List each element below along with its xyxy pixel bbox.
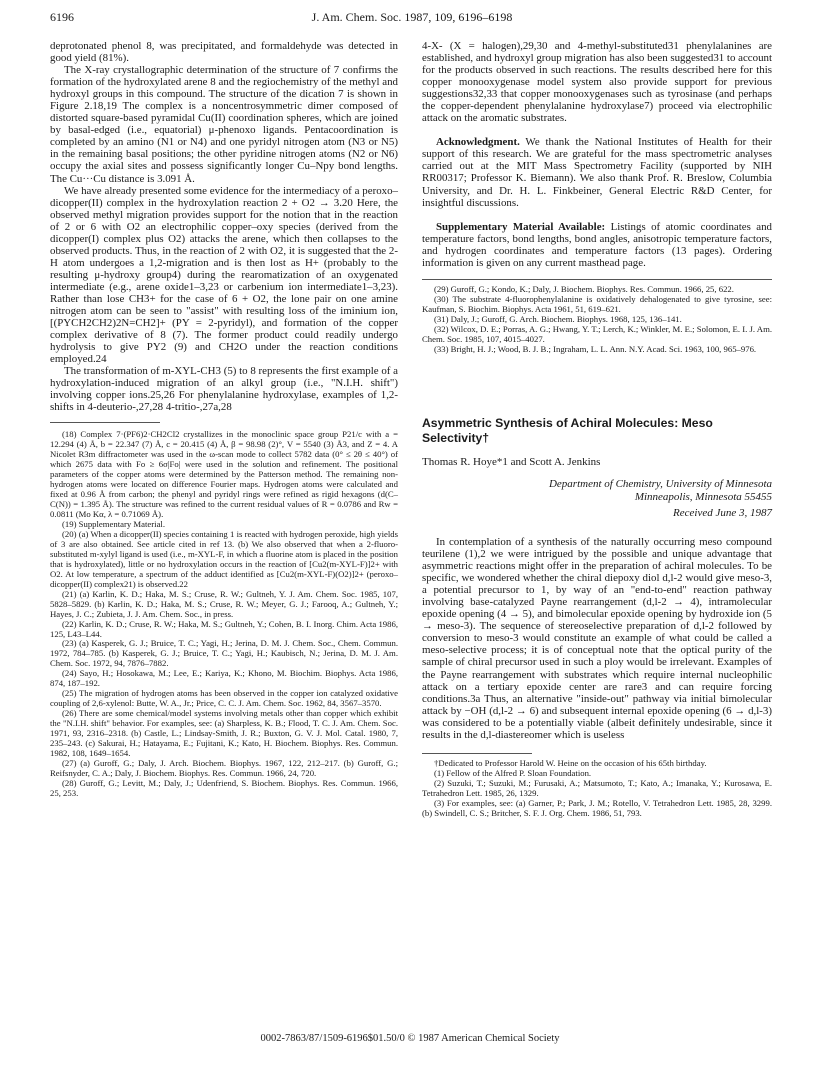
footnote-dedication: †Dedicated to Professor Harold W. Heine on the occasion of his 65th birthday. (434, 757, 707, 768)
footnote-33: (33) Bright, H. J.; Wood, B. J. B.; Ingraham, L. L. Ann. N.Y. Acad. Sci. 1963, 100, 965–976. (434, 343, 757, 354)
affiliation-block (422, 478, 772, 521)
footnote-32: (32) Wilcox, D. E.; Porras, A. G.; Hwang, Y. T.; Lerch, K.; Winkler, M. E.; Solomon, E. I. J. Am. Chem. Soc. 1985, 107, 4015–4027. (422, 323, 772, 344)
footnote-3: (3) For examples, see: (a) Garner, P.; Park, J. M.; Rotello, V. Tetrahedron Lett. 1985, 28, 3299. (b) Swindell, C. S.; Britcher, S. F. J. Org. Chem. 1986, 51, 793. (422, 797, 772, 818)
footnote-23: (23) (a) Kasperek, G. J.; Bruice, T. C.; Yagi, H.; Jerina, D. M. J. Chem. Soc., Chem. Commun. 1972, 784–785. (b) Kasperek, G. J.; Bruice, T. C.; Yagi, H.; Kaubisch, N.; Jerina, D. M. J. Am. Chem. Soc. 1972, 94, 7876–7882. (50, 638, 398, 669)
article-authors: Thomas R. Hoye*1 and Scott A. Jenkins (422, 456, 601, 469)
left-paragraph-1: deprotonated phenol 8, was precipitated, and formaldehyde was detected in good yield (81%). (50, 40, 398, 65)
article-body: In contemplation of a synthesis of the naturally occurring meso compound teurilene (1),2 we were intrigued by the possible and unique advantage that asymmetric reactions might offer in the preparation of achiral molecules. To be specific, we wondered whether the chiral diepoxy diol d,l-2 would give meso-3, a potential precursor to 1, by way of an "end-to-end" reaction pathway involving base-catalyzed Payne rearrangement (d,l-2 → 4), intramolecular epoxide opening (4 → 5), and bimolecular epoxide opening by hydroxide ion (5 → meso-3). The sequence of stereoselective preparation of d,l-2 followed by conversion to meso-3 would constitute an example of what could be called a meso-selective process; it is of conceptual note that the optical purity of the sample of chiral precursor used in such a ploy would be irrelevant. Examples of the Payne rearrangement with substrates which require internal nucleophilic attack on a tertiary epoxide center are rare3 and can require forcing conditions.3a Thus, an alternative "inside-out" pathway via initial bimolecular attack by −OH (d,l-2 → 6) and subsequent internal epoxide opening (6 → d,l-3) was considered to be a potentially viable (albeit definitely undesirable, since it results in the d,l-diastereomer which is useless (422, 536, 772, 741)
article-spacer (422, 354, 772, 416)
affiliation-department: Department of Chemistry, University of Minnesota (548, 477, 772, 490)
left-footnotes (50, 430, 398, 798)
footnote-24: (24) Sayo, H.; Hosokawa, M.; Lee, E.; Kariya, K.; Khono, M. Biochim. Biophys. Acta 1986, 874, 187–192. (50, 668, 398, 689)
acknowledgment (422, 136, 772, 208)
footnote-19: (19) Supplementary Material. (62, 519, 166, 530)
footnote-31: (31) Daly, J.; Guroff, G. Arch. Biochem. Biophys. 1968, 125, 136–141. (434, 313, 682, 324)
footnote-20: (20) (a) When a dicopper(II) species containing 1 is reacted with hydrogen peroxide, high yields of 3 are also obtained. See article cited in ref 13. (b) We also observed that when a 2-fluoro-substituted m-xylyl ligand is used (i.e., m-XYL-F, in which a fluorine atom is placed in the position that is hydroxylated), little or no hydroxylation occurs in the reaction of [Cu2(m-XYL-F)]2+ with O2. At low temperature, a spectrum of the adduct identified as [Cu2(m-XYL-F)(O2)]2+ (peroxo–dicopper(II) complex21) is observed.22 (50, 528, 398, 589)
footnote-26: (26) There are some chemical/model systems involving metals other than copper which exhibit the "N.I.H. shift" behavior. For examples, see: (a) Sharpless, K. B.; Flood, T. C. J. Am. Chem. Soc. 1971, 93, 2316–2318. (b) Castle, L.; Lindsay-Smith, J. R.; Buxton, G. V. J. Mol. Catal. 1980, 7, 235–243. (c) Sakurai, H.; Hatayama, E.; Fujitani, K.; Kato, H. Biochem. Biophys. Res. Commun. 1982, 108, 1649–1654. (50, 708, 398, 758)
footnote-2: (2) Suzuki, T.; Suzuki, M.; Furusaki, A.; Matsumoto, T.; Kato, A.; Imanaka, Y.; Kurosawa, E. Tetrahedron Lett. 1985, 26, 1329. (422, 777, 772, 798)
left-paragraph-2: The X-ray crystallographic determination of the structure of 7 confirms the formation of the hydroxylated arene 8 and the regiochemistry of the methyl and hydroxyl groups in this compound. The structure of the dication 7 is shown in Figure 2.18,19 The complex is a noncentrosymmetric dimer composed of distorted square-based pyramidal Cu(II) coordination spheres, which are joined by basal-edged (i.e., equatorial) μ-phenoxo ligands. Pentacoordination is completed by an amino (N1 or N4) and one pyridyl nitrogen atom (N3 or N5) in the remaining basal positions; the other pyridine nitrogen atoms (N2 or N6) occupy the axial sites and possess significantly longer Cu–Npy bond lengths. The Cu···Cu distance is 3.091 Å. (50, 64, 398, 185)
footnote-divider-article (422, 753, 532, 754)
right-footnotes (422, 285, 772, 355)
footnote-30: (30) The substrate 4-fluorophenylalanine is oxidatively dehalogenated to give tyrosine, see: Kaufman, S. Biochim. Biophys. Acta 1961, 51, 619–621. (422, 293, 772, 314)
journal-citation: J. Am. Chem. Soc. 1987, 109, 6196–6198 (311, 10, 513, 24)
acknowledgment-label: Acknowledgment. (436, 136, 520, 149)
footnote-25: (25) The migration of hydrogen atoms has been observed in the copper ion catalyzed oxidative coupling of 2,6-xylenol: Butte, W. A., Jr.; Price, C. C. J. Am. Chem. Soc. 1962, 84, 3567–3570. (50, 688, 398, 709)
running-header (50, 10, 774, 26)
footnote-29: (29) Guroff, G.; Kondo, K.; Daly, J. Biochem. Biophys. Res. Commun. 1966, 25, 622. (434, 283, 734, 294)
footnote-28: (28) Guroff, G.; Levitt, M.; Daly, J.; Udenfriend, S. Biochem. Biophys. Res. Commun. 1966, 25, 253. (50, 777, 398, 798)
article-title: Asymmetric Synthesis of Achiral Molecules: Meso Selectivity† (422, 416, 713, 445)
affiliation-city: Minneapolis, Minnesota 55455 (634, 491, 772, 504)
footnote-divider (50, 422, 160, 423)
page-footer: 0002-7863/87/1509-6196$01.50/0 © 1987 American Chemical Society (260, 1033, 560, 1044)
footnote-18: (18) Complex 7·(PF6)2·CH2Cl2 crystallizes in the monoclinic space group P21/c with a = 12.294 (4) Å, b = 22.347 (7) Å, c = 20.415 (4) Å, β = 98.98 (2)°, V = 5540 (3) Å3, and Z = 4. A Nicolet R3m diffractometer was used in the ω-scan mode to collect 5782 data (0° ≤ 2θ ≤ 40°) of which 2675 data with Fo ≥ 6σ|Fo| were used in the solution and refinement. The positional parameters of the copper atoms were determined by the Patterson method. The remaining non-hydrogen atoms were located on difference Fourier maps. Hydrogen atoms were calculated and fixed at 0.96 Å from carbon; the phenyl and pyridyl rings were refined as rigid hexagons (d(C–C(N)) = 1.395 Å). The structure was refined to the current residual values of R = 0.0786 and Rw = 0.0811 (Mo Kα, λ = 0.71069 Å). (50, 429, 398, 520)
supplementary-material (422, 221, 772, 269)
supplementary-label: Supplementary Material Available: (436, 220, 606, 233)
footnote-27: (27) (a) Guroff, G.; Daly, J. Arch. Biochem. Biophys. 1967, 122, 212–217. (b) Guroff, G.; Reifsnyder, C. A.; Daly, J. Biochem. Biophys. Res. Commun. 1966, 24, 720. (50, 757, 398, 778)
footnote-1: (1) Fellow of the Alfred P. Sloan Foundation. (434, 767, 592, 778)
left-column (50, 40, 398, 799)
left-paragraph-3: We have already presented some evidence for the intermediacy of a peroxo–dicopper(II) complex in the hydroxylation reaction 2 + O2 → 3.20 Here, the observed methyl migration provides support for the notion that in the reaction of 2 or 6 with O2 an electrophilic copper–oxy species (derived from the dicopper(I) complex plus O2) attacks the arene, which then collapses to the observed products. Thus, in the reaction of 2 with O2, it is suggested that the 2-H atom undergoes a 1,2-migration and is then lost as H+ (probably to the resulting μ-hydroxy group4) during the rearomatization of an oxygenated intermediate (e.g., arene oxide1–3,23 or carbenium ion intermediate1–3,23). Rather than lose CH3+ for the case of 6 + O2, the lone pair on one amine nitrogen atom can be seen to "assist" with resulting loss of the iminium ion, [(PYCH2CH2)2N=CH2]+ (PY = 2-pyridyl), and formation of the copper complex derivative of 8 (7). The former product could readily undergo hydrolysis to give PY2 (9) and CH2O under the reaction conditions employed.24 (50, 184, 398, 366)
left-paragraph-4: The transformation of m-XYL-CH3 (5) to 8 represents the first example of a hydroxylation-induced migration of an alkyl group (i.e., "N.I.H. shift") involving copper ions.25,26 For phenylalanine hydroxylase, examples of 1,2-shifts in 4-deuterio-,27,28 4-tritio-,27a,28 (50, 365, 398, 414)
footnote-22: (22) Karlin, K. D.; Cruse, R. W.; Haka, M. S.; Gultneh, Y.; Cohen, B. I. Inorg. Chim. Acta 1986, 125, L43–L44. (50, 618, 398, 639)
received-date: Received June 3, 1987 (673, 506, 772, 519)
right-paragraph-1: 4-X- (X = halogen),29,30 and 4-methyl-substituted31 phenylalanines are established, and hydroxyl group migration has also been suggested31 to account for the products observed in such reactions. The results described here for this copper monooxygenase model system also provide support for previous suggestions32,33 that copper monooxygenases such as tyrosinase (and perhaps the copper-dependent phenylalanine hydroxylase7) proceed via electrophilic attack on the aromatic substrates. (422, 40, 772, 125)
supplementary-text: Listings of atomic coordinates and temperature factors, bond lengths, bond angles, anisotropic temperature factors, and hydrogen coordinates and temperature factors (13 pages). Ordering information is given on any current masthead page. (422, 220, 773, 269)
page-number: 6196 (50, 10, 74, 24)
footnote-21: (21) (a) Karlin, K. D.; Haka, M. S.; Cruse, R. W.; Gultneh, Y. J. Am. Chem. Soc. 1985, 107, 5828–5829. (b) Karlin, K. D.; Haka, M. S.; Cruse, R. W.; Meyer, G. J.; Farooq, A.; Gultneh, Y.; Hayes, J. C.; Zubieta, J. J. Am. Chem. Soc., in press. (50, 588, 398, 619)
article-footnotes (422, 759, 772, 819)
footnote-divider-right (422, 279, 772, 280)
right-column (422, 40, 772, 819)
acknowledgment-text: We thank the National Institutes of Health for their support of this research. We are grateful for the mass spectrometric analyses carried out at the MIT Mass Spectrometry Facility (supported by NIH RR00317; Professor K. Biemann). We also thank Prof. R. Breslow, Columbia University, and Dr. H. L. Finkbeiner, General Electric R&D Center, for insightful discussions. (422, 136, 772, 209)
